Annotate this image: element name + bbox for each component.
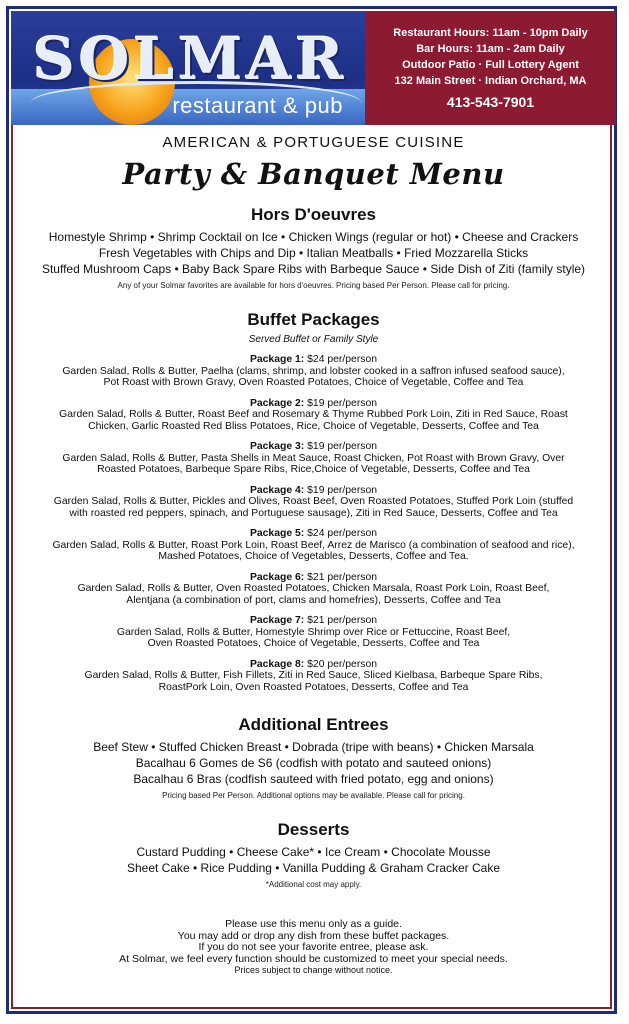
hors-note: Any of your Solmar favorites are available for hors d'oeuvres. Pricing based Per Person. Please call for pricing. — [117, 281, 510, 290]
entrees-line: Beef Stew • Stuffed Chicken Breast • Dobrada (tripe with beans) • Chicken Marsala — [93, 740, 534, 754]
desserts-title: Desserts — [277, 820, 350, 839]
logo-name: SOLMAR — [33, 25, 348, 93]
logo-subtitle: restaurant & pub — [172, 93, 343, 118]
entrees-title: Additional Entrees — [238, 715, 389, 734]
entrees-note: Pricing based Per Person. Additional options may be available. Please call for pricing. — [162, 791, 465, 800]
solmar-logo — [11, 11, 365, 125]
hors-line: Homestyle Shrimp • Shrimp Cocktail on Ice • Chicken Wings (regular or hot) • Cheese and Crackers — [48, 230, 579, 244]
entrees-line: Bacalhau 6 Gomes de S6 (codfish with potato and sauteed onions) — [135, 756, 492, 770]
buffet-subtitle: Served Buffet or Family Style — [248, 334, 379, 345]
package-6: Package 6: $21 per/person Garden Salad, Rolls & Butter, Oven Roasted Potatoes, Chicken Marsala, Roast Pork Loin, Roast Beef, Alentjana (a combination of port, clams and homefries), Desserts, Coffee and Tea — [77, 571, 550, 606]
buffet-title: Buffet Packages — [247, 310, 380, 329]
phone-number: 413-543-7901 — [446, 93, 535, 110]
desserts-line: Custard Pudding • Cheese Cake* • Ice Cream • Chocolate Mousse — [136, 845, 491, 859]
hors-title: Hors D'oeuvres — [251, 205, 376, 224]
menu-content — [11, 130, 616, 977]
package-1: Package 1: $24 per/person Garden Salad, Rolls & Butter, Paelha (clams, shrimp, and lobster cooked in a saffron infused seafood sauce), Pot Roast with Brown Gravy, Oven Roasted Potatoes, Choice of Vegetable, Coffee and Tea — [62, 354, 565, 388]
package-4: Package 4: $19 per/person Garden Salad, Rolls & Butter, Pickles and Olives, Roast Beef, Oven Roasted Potatoes, Stuffed Pork Loin (stuffed with roasted red peppers, spinach, and Portuguese sausage), Ziti in Red Sauce, Desserts, Coffee and Tea — [53, 484, 574, 519]
entrees-line: Bacalhau 6 Bras (codfish sauteed with fried potato, egg and onions) — [133, 772, 494, 786]
package-8: Package 8: $20 per/person Garden Salad, Rolls & Butter, Fish Fillets, Ziti in Red Sauce, Sliced Kielbasa, Barbeque Spare Ribs, RoastPork Loin, Oven Roasted Potatoes, Desserts, Coffee and Tea — [84, 658, 543, 693]
package-5: Package 5: $24 per/person Garden Salad, Rolls & Butter, Roast Pork Loin, Roast Beef, Arrez de Marisco (a combination of seafood and rice), Mashed Potatoes, Choice of Vegetables, Desserts, Coffee and Tea. — [52, 528, 575, 562]
hors-line: Stuffed Mushroom Caps • Baby Back Spare Ribs with Barbeque Sauce • Side Dish of Ziti (family style) — [41, 262, 586, 276]
features: Outdoor Patio · Full Lottery Agent — [402, 58, 579, 71]
header-banner — [11, 11, 616, 125]
info-panel — [365, 11, 616, 125]
restaurant-hours: Restaurant Hours: 11am - 10pm Daily — [393, 26, 588, 39]
cuisine-heading: AMERICAN & PORTUGUESE CUISINE — [162, 134, 465, 151]
package-3: Package 3: $19 per/person Garden Salad, Rolls & Butter, Pasta Shells in Meat Sauce, Roast Chicken, Pot Roast with Brown Gravy, Over Roasted Potatoes, Barbeque Spare Ribs, Rice,Choice of Vegetable, Desserts, Coffee and Tea — [62, 441, 565, 475]
footer-notes: Please use this menu only as a guide. You may add or drop any dish from these buffet packages. If you do not see your favorite entree, please ask. At Solmar, we feel every function should be customized to meet your special needs. Prices subject to change without notice. — [119, 918, 508, 975]
package-7: Package 7: $21 per/person Garden Salad, Rolls & Butter, Homestyle Shrimp over Rice or Fettuccine, Roast Beef, Oven Roasted Potatoes, Choice of Vegetable, Desserts, Coffee and Tea — [116, 615, 511, 649]
menu-title: Party & Banquet Menu — [122, 157, 505, 191]
address: 132 Main Street · Indian Orchard, MA — [394, 74, 587, 87]
bar-hours: Bar Hours: 11am - 2am Daily — [416, 42, 565, 55]
hors-line: Fresh Vegetables with Chips and Dip • Italian Meatballs • Fried Mozzarella Sticks — [98, 246, 529, 260]
desserts-line: Sheet Cake • Rice Pudding • Vanilla Pudding & Graham Cracker Cake — [126, 861, 501, 875]
package-2: Package 2: $19 per/person Garden Salad, Rolls & Butter, Roast Beef and Rosemary & Thyme Rubbed Pork Loin, Ziti in Red Sauce, Roast Chicken, Garlic Roasted Red Bliss Potatoes, Rice, Choice of Vegetable, Desserts, Coffee and Tea — [59, 397, 568, 432]
desserts-note: *Additional cost may apply. — [265, 880, 362, 889]
